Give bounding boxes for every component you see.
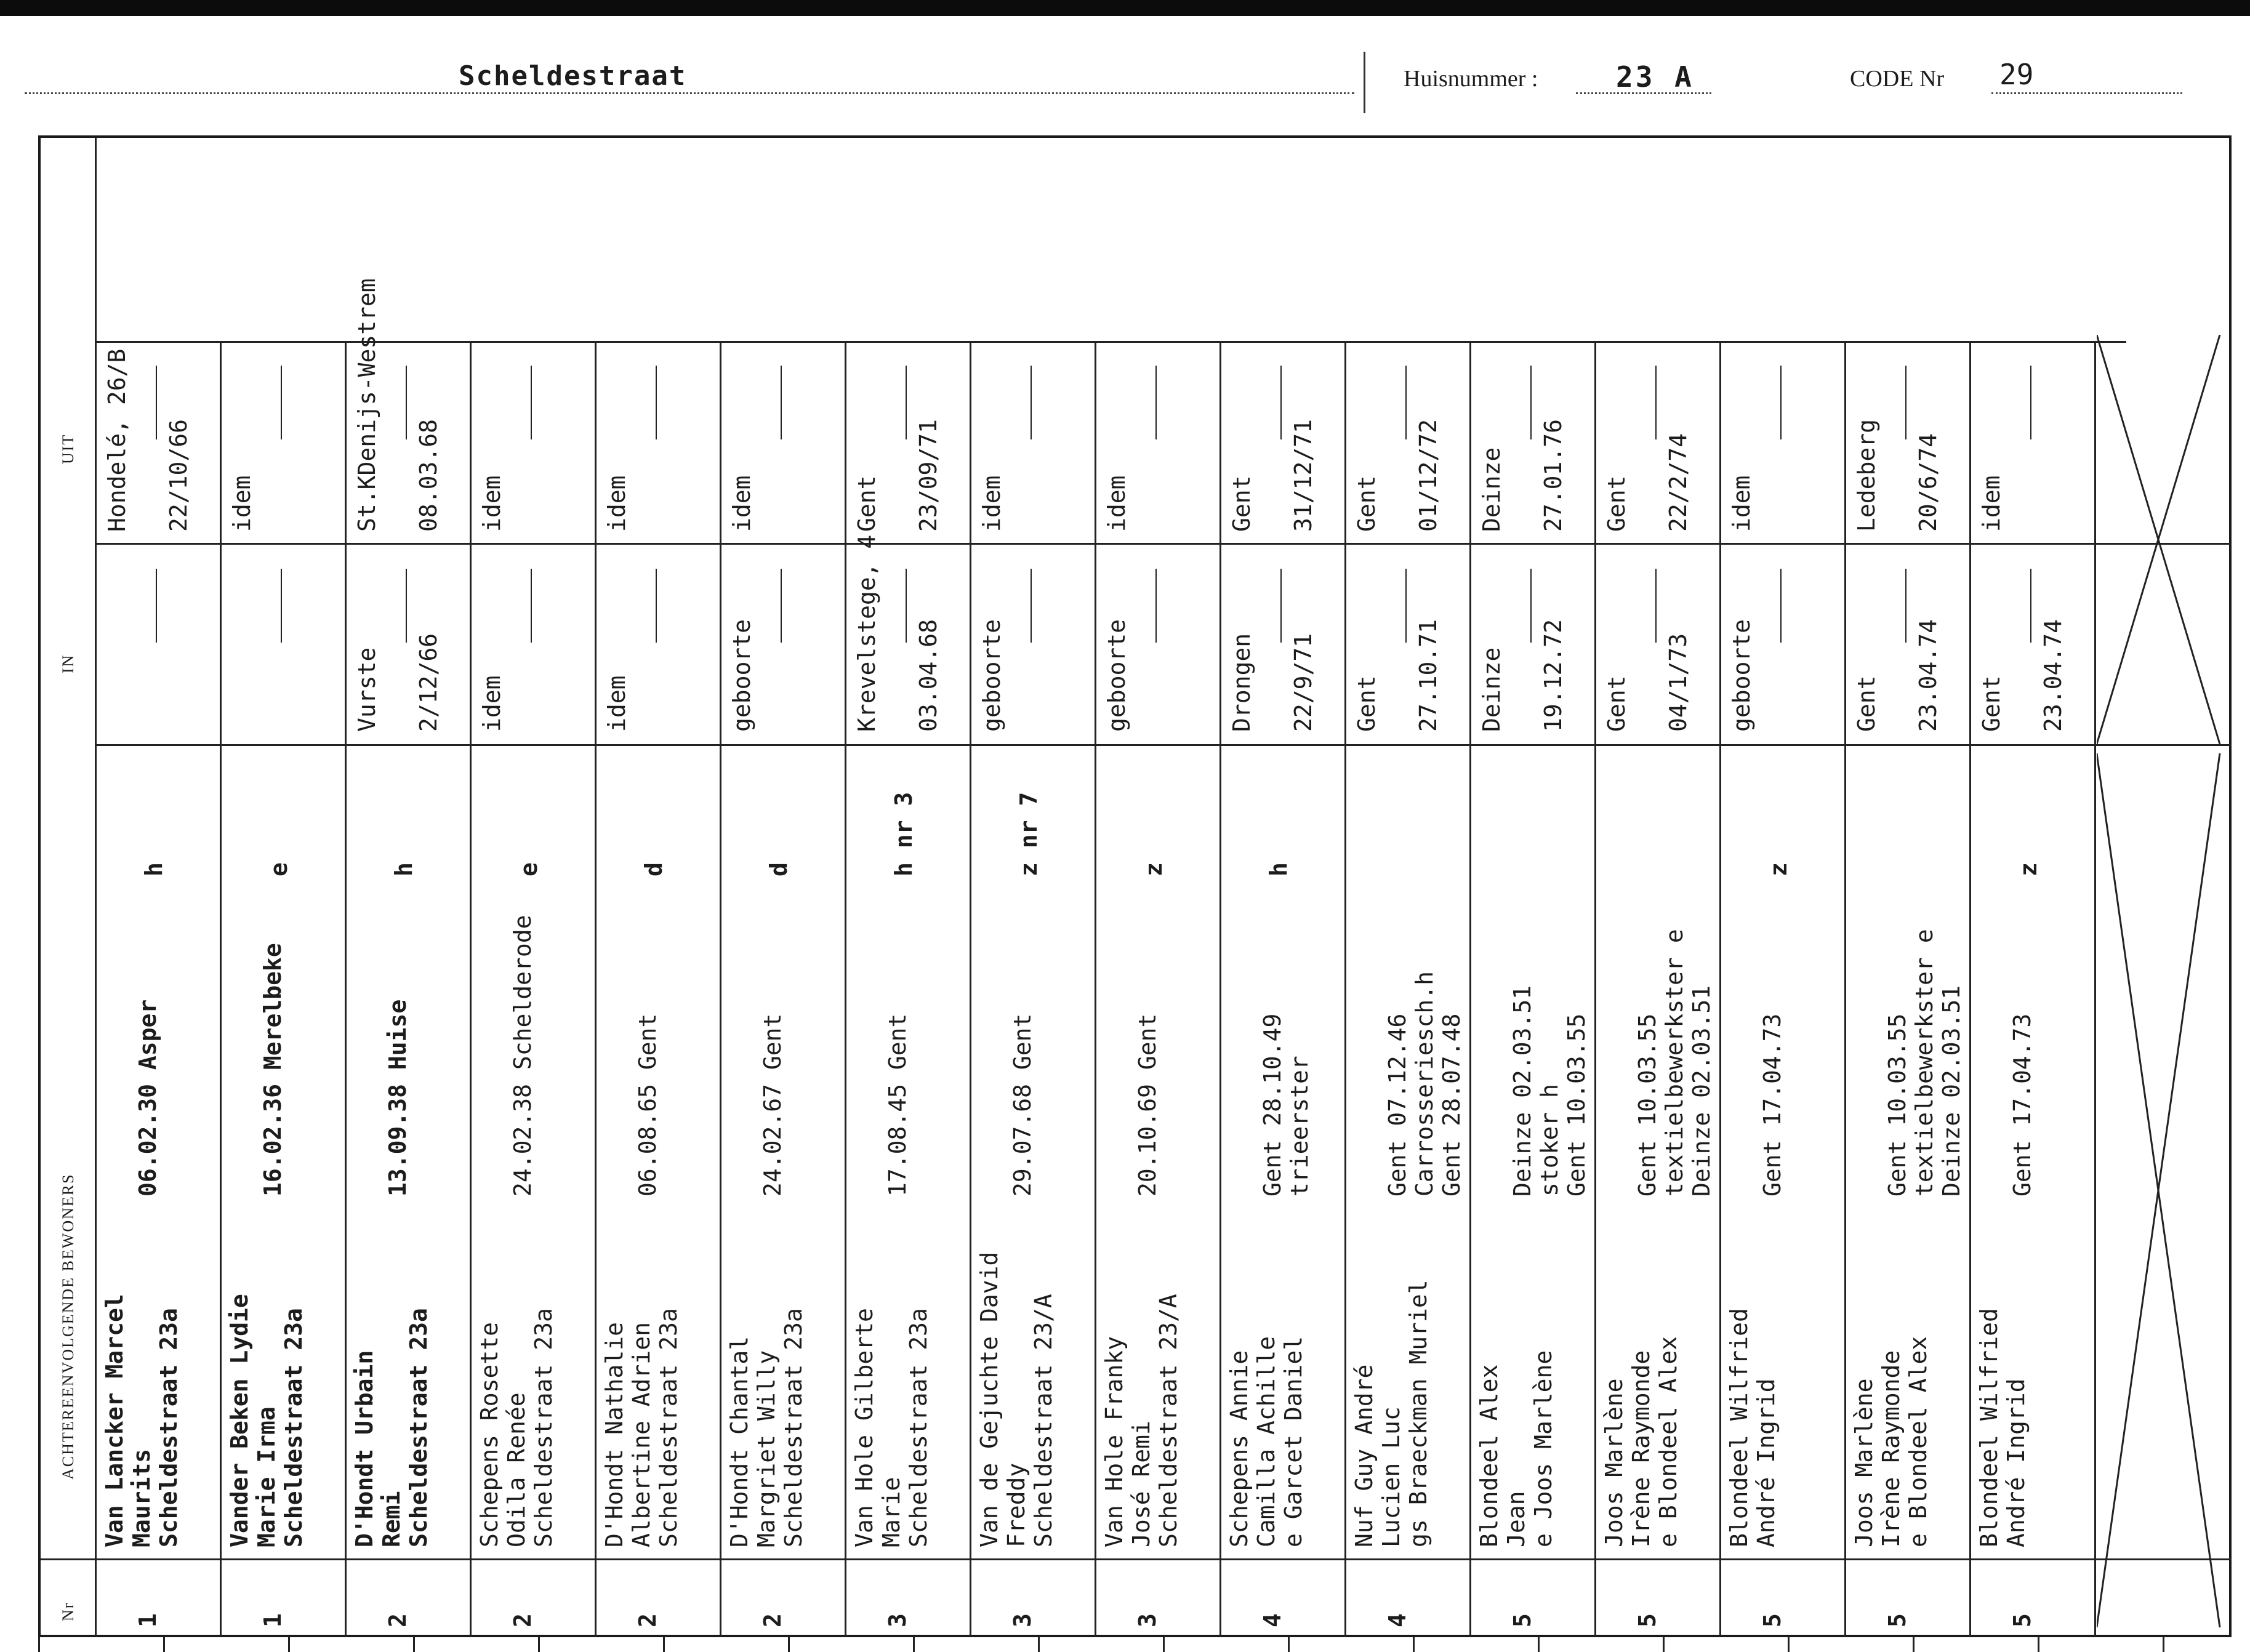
row-number: 1 — [259, 1613, 286, 1627]
tick-mark — [1288, 1637, 1290, 1652]
resident-names: Van Hole Gilberte Marie Scheldestraat 23a — [851, 1308, 932, 1547]
row-number: 2 — [384, 1613, 411, 1627]
column-header-in: IN — [59, 654, 77, 673]
residents-table — [38, 135, 2232, 1637]
in-place: geboorte — [1103, 619, 1130, 732]
uit-place: Ledeberg — [1853, 419, 1880, 532]
resident-names: Nuf Guy André Lucien Luc gs Braeckman Muriel — [1351, 1280, 1432, 1547]
column-header-uit: UIT — [59, 433, 77, 464]
tick-mark — [288, 1637, 290, 1652]
huisnummer-value: 23 A — [1616, 60, 1694, 94]
cell-sub-divider — [1905, 569, 1906, 643]
birth-info: 17.08.45 Gent — [884, 1013, 911, 1197]
row-number: 4 — [1259, 1613, 1286, 1627]
tick-mark — [38, 1637, 40, 1652]
cell-sub-divider — [2030, 569, 2031, 643]
tick-mark — [538, 1637, 540, 1652]
cell-sub-divider — [2030, 366, 2031, 439]
status-code: z — [1765, 862, 1792, 876]
cell-sub-divider — [281, 366, 282, 439]
cell-sub-divider — [1655, 569, 1657, 643]
row-divider — [345, 341, 347, 1637]
uit-date: 22/10/66 — [165, 419, 192, 532]
cell-sub-divider — [656, 366, 657, 439]
birth-info: Deinze 02.03.51 stoker h Gent 10.03.55 — [1509, 985, 1590, 1197]
tick-mark — [2038, 1637, 2039, 1652]
uit-date: 08.03.68 — [415, 419, 442, 532]
uit-place: idem — [1728, 475, 1755, 532]
birth-info: 06.08.65 Gent — [634, 1013, 661, 1197]
uit-date: 23/09/71 — [915, 419, 942, 532]
cell-sub-divider — [1780, 569, 1782, 643]
status-code: e — [265, 862, 292, 876]
in-place: geboorte — [1728, 619, 1755, 732]
resident-names: Joos Marlène Irène Raymonde e Blondeel Alex — [1601, 1336, 1682, 1547]
row-divider — [845, 341, 846, 1637]
tick-mark — [1413, 1637, 1415, 1652]
uit-place: Deinze — [1478, 447, 1505, 532]
row-divider — [1844, 341, 1846, 1637]
uit-place: idem — [728, 475, 755, 532]
in-place: Gent — [1603, 675, 1630, 732]
uit-place: idem — [978, 475, 1005, 532]
birth-info: 20.10.69 Gent — [1134, 1013, 1161, 1197]
uit-place: idem — [1103, 475, 1130, 532]
uit-date: 01/12/72 — [1415, 419, 1442, 532]
cell-sub-divider — [531, 366, 532, 439]
in-date: 27.10.71 — [1415, 619, 1442, 732]
cell-sub-divider — [156, 569, 157, 643]
status-code: z nr 7 — [1015, 792, 1042, 876]
in-place: Drongen — [1228, 633, 1255, 732]
resident-names: Schepens Rosette Odila Renée Scheldestraat 23a — [476, 1308, 557, 1547]
row-divider — [1594, 341, 1596, 1637]
in-place: idem — [603, 675, 630, 732]
row-number: 3 — [884, 1613, 911, 1627]
status-code: h nr 3 — [890, 792, 917, 876]
resident-names: D'Hondt Chantal Margriet Willy Scheldestraat 23a — [726, 1308, 807, 1547]
uit-place: Gent — [1603, 475, 1630, 532]
in-place: geboorte — [978, 619, 1005, 732]
tick-mark — [1163, 1637, 1165, 1652]
resident-names: Joos Marlène Irène Raymonde e Blondeel Alex — [1850, 1336, 1932, 1547]
in-date: 22/9/71 — [1290, 633, 1317, 732]
uit-date: 22/2/74 — [1665, 433, 1692, 532]
in-date: 19.12.72 — [1540, 619, 1567, 732]
uit-date: 20/6/74 — [1915, 433, 1942, 532]
cell-sub-divider — [1405, 569, 1407, 643]
cell-sub-divider — [1405, 366, 1407, 439]
page-header — [0, 49, 2250, 117]
cell-sub-divider — [1280, 366, 1282, 439]
scan-top-border — [0, 0, 2250, 16]
row-divider — [1719, 341, 1721, 1637]
status-code: z — [1140, 862, 1167, 876]
in-place: Gent — [1853, 675, 1880, 732]
resident-names: Van de Gejuchte David Freddy Scheldestraat 23/A — [976, 1251, 1057, 1547]
in-place: geboorte — [728, 619, 755, 732]
tick-mark — [663, 1637, 665, 1652]
birth-info: 13.09.38 Huise — [384, 999, 411, 1197]
column-header-bewoners: ACHTEREENVOLGENDE BEWONERS — [59, 1173, 77, 1480]
cell-sub-divider — [906, 366, 907, 439]
resident-names: Van Hole Franky José Remi Scheldestraat 23/A — [1101, 1294, 1182, 1547]
code-label: CODE Nr — [1850, 66, 1945, 92]
status-code: h — [1265, 862, 1292, 876]
row-number: 5 — [1634, 1613, 1661, 1627]
crossed-out-column — [2097, 335, 2232, 1637]
uit-in-divider — [95, 543, 2232, 545]
row-divider — [1344, 341, 1346, 1637]
uit-top-divider — [95, 341, 2126, 343]
row-number: 2 — [759, 1613, 786, 1627]
street-name: Scheldestraat — [459, 60, 687, 92]
tick-mark — [913, 1637, 915, 1652]
cell-sub-divider — [406, 569, 407, 643]
code-value: 29 — [1999, 58, 2034, 91]
uit-place: idem — [1978, 475, 2005, 532]
uit-date: 31/12/71 — [1290, 419, 1317, 532]
row-number: 1 — [134, 1613, 161, 1627]
cell-sub-divider — [1280, 569, 1282, 643]
uit-place: Hondelé, 26/B — [103, 348, 131, 532]
tick-mark — [788, 1637, 790, 1652]
birth-info: 06.02.30 Asper — [134, 999, 161, 1197]
birth-info: 29.07.68 Gent — [1009, 1013, 1036, 1197]
birth-info: 16.02.36 Merelbeke — [259, 943, 286, 1197]
status-code: e — [515, 862, 542, 876]
status-code: h — [390, 862, 417, 876]
header-divider — [1364, 52, 1365, 113]
row-divider — [220, 341, 222, 1637]
cell-sub-divider — [1155, 366, 1157, 439]
cell-sub-divider — [1655, 366, 1657, 439]
resident-names: Van Lancker Marcel Maurits Scheldestraat 23a — [101, 1294, 182, 1547]
cell-sub-divider — [656, 569, 657, 643]
in-date: 2/12/66 — [415, 633, 442, 732]
row-divider — [1469, 341, 1471, 1637]
resident-names: Blondeel Wilfried André Ingrid — [1726, 1308, 1780, 1547]
row-divider — [470, 341, 472, 1637]
cell-sub-divider — [156, 366, 157, 439]
resident-names: D'Hondt Urbain Remi Scheldestraat 23a — [351, 1308, 432, 1547]
cell-sub-divider — [281, 569, 282, 643]
uit-place: idem — [478, 475, 505, 532]
birth-info: Gent 17.04.73 — [2009, 1013, 2036, 1197]
uit-place: Gent — [1228, 475, 1255, 532]
resident-names: Blondeel Alex Jean e Joos Marlène — [1476, 1350, 1557, 1547]
status-code: z — [2015, 862, 2042, 876]
row-divider — [1095, 341, 1096, 1637]
birth-info: Gent 28.10.49 trieerster — [1259, 1013, 1313, 1197]
row-number: 2 — [509, 1613, 536, 1627]
resident-names: Schepens Annie Camilla Achille e Garcet Daniel — [1226, 1336, 1307, 1547]
tick-mark — [1538, 1637, 1540, 1652]
status-code: d — [640, 862, 667, 876]
row-divider — [2094, 341, 2096, 1637]
birth-info: Gent 07.12.46 Carrosseriesch.h Gent 28.07.48 — [1384, 971, 1465, 1197]
in-bewoners-divider — [95, 744, 2232, 746]
tick-mark — [413, 1637, 415, 1652]
row-number: 5 — [1759, 1613, 1786, 1627]
row-divider — [720, 341, 721, 1637]
column-header-nr: Nr — [59, 1602, 77, 1621]
bewoners-nr-divider — [41, 1558, 2232, 1560]
code-dotted-line — [1991, 92, 2182, 94]
uit-place: St.KDenijs-Westrem — [353, 278, 380, 532]
row-divider — [970, 341, 971, 1637]
cell-sub-divider — [781, 569, 782, 643]
in-date: 23.04.74 — [1915, 619, 1942, 732]
in-place: Krevelstege, 4 — [853, 534, 880, 732]
street-dotted-line — [25, 92, 1354, 94]
row-number: 3 — [1134, 1613, 1161, 1627]
in-place: Vurste — [353, 647, 380, 732]
birth-info: Gent 10.03.55 textielbewerkster e Deinze 02.03.51 — [1634, 929, 1715, 1197]
in-date: 04/1/73 — [1665, 633, 1692, 732]
resident-names: Blondeel Wilfried André Ingrid — [1975, 1308, 2030, 1547]
tick-mark — [1788, 1637, 1790, 1652]
birth-info: Gent 10.03.55 textielbewerkster e Deinze 02.03.51 — [1884, 929, 1965, 1197]
uit-place: idem — [228, 475, 255, 532]
cell-sub-divider — [781, 366, 782, 439]
cell-sub-divider — [406, 366, 407, 439]
in-place: Deinze — [1478, 647, 1505, 732]
tick-mark — [1913, 1637, 1915, 1652]
row-number: 4 — [1384, 1613, 1411, 1627]
row-divider — [1969, 341, 1971, 1637]
row-number: 5 — [1884, 1613, 1911, 1627]
tick-mark — [2163, 1637, 2164, 1652]
cell-sub-divider — [1905, 366, 1906, 439]
uit-place: Gent — [853, 475, 880, 532]
in-place: idem — [478, 675, 505, 732]
row-divider — [1219, 341, 1221, 1637]
cell-sub-divider — [1780, 366, 1782, 439]
tick-mark — [1038, 1637, 1040, 1652]
resident-names: D'Hondt Nathalie Albertine Adrien Scheldestraat 23a — [601, 1308, 682, 1547]
cell-sub-divider — [1530, 366, 1532, 439]
birth-info: 24.02.38 Schelderode — [509, 915, 536, 1197]
in-date: 23.04.74 — [2039, 619, 2067, 732]
row-number: 2 — [634, 1613, 661, 1627]
birth-info: Gent 17.04.73 — [1759, 1013, 1786, 1197]
status-code: h — [140, 862, 167, 876]
uit-place: idem — [603, 475, 630, 532]
in-date: 03.04.68 — [915, 619, 942, 732]
cell-sub-divider — [1155, 569, 1157, 643]
uit-date: 27.01.76 — [1540, 419, 1567, 532]
tick-mark — [163, 1637, 165, 1652]
label-column-divider — [95, 138, 97, 1637]
row-divider — [595, 341, 597, 1637]
cell-sub-divider — [1031, 366, 1032, 439]
cell-sub-divider — [906, 569, 907, 643]
birth-info: 24.02.67 Gent — [759, 1013, 786, 1197]
tick-mark — [1663, 1637, 1665, 1652]
bottom-tick-marks — [0, 1637, 2250, 1652]
row-number: 3 — [1009, 1613, 1036, 1627]
resident-names: Vander Beken Lydie Marie Irma Scheldestraat 23a — [226, 1294, 307, 1547]
row-number: 5 — [2009, 1613, 2036, 1627]
in-place: Gent — [1353, 675, 1380, 732]
row-number: 5 — [1509, 1613, 1536, 1627]
cell-sub-divider — [1530, 569, 1532, 643]
cell-sub-divider — [531, 569, 532, 643]
huisnummer-label: Huisnummer : — [1404, 66, 1538, 92]
uit-place: Gent — [1353, 475, 1380, 532]
cell-sub-divider — [1031, 569, 1032, 643]
in-place: Gent — [1978, 675, 2005, 732]
status-code: d — [765, 862, 792, 876]
